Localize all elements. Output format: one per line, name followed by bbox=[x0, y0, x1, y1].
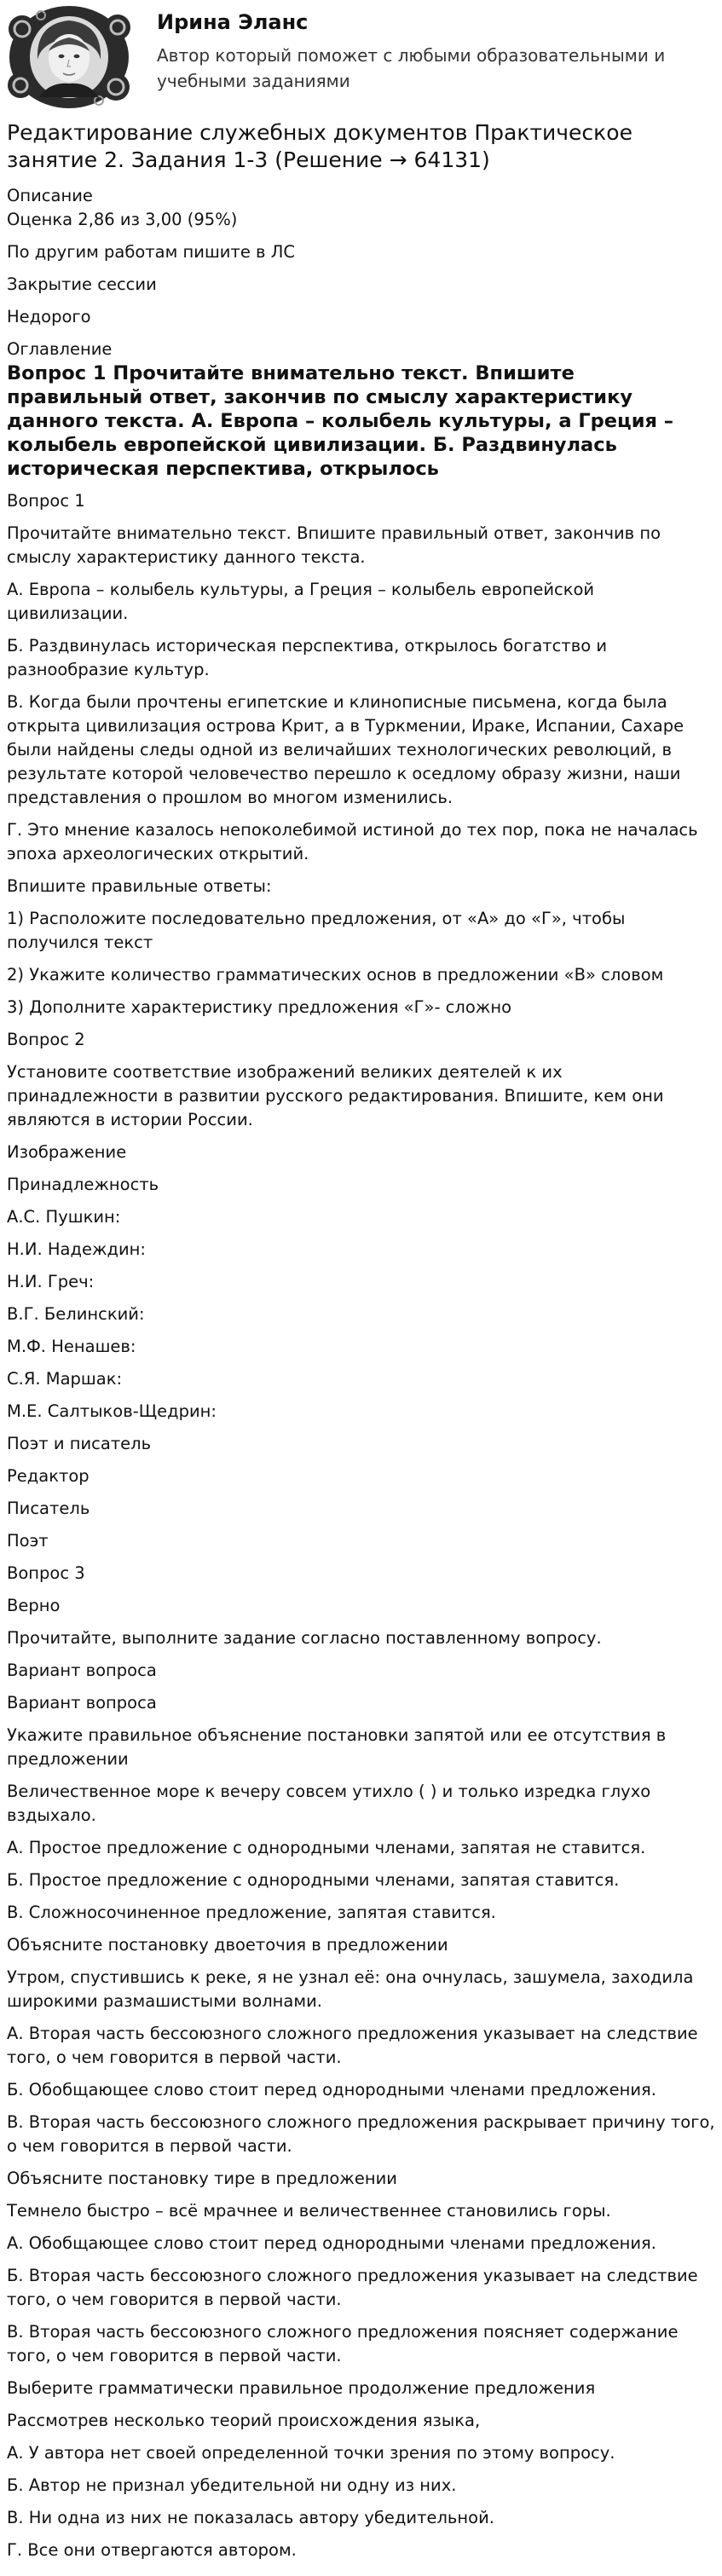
question-3-body bbox=[7, 1594, 715, 2562]
intro-line: Недорого bbox=[7, 307, 91, 326]
paragraph: А. Простое предложение с однородными членами, запятая не ставится. bbox=[7, 1838, 646, 1857]
paragraph: Верно bbox=[7, 1596, 61, 1615]
grade-text: Оценка 2,86 из 3,00 (95%) bbox=[7, 210, 238, 229]
document-content bbox=[0, 119, 722, 2562]
paragraph: В. Когда были прочтены египетские и клинописные письмена, когда была открыта цивилизация острова Крит, а в Туркмении, Ираке, Испании, Сахаре были найдены следы одной из величайших технологических революций, в результате которой человечество перешло к оседлому образу жизни, наши представления о прошлом во многом изменились. bbox=[7, 692, 684, 807]
paragraph: Поэт bbox=[7, 1531, 49, 1551]
paragraph: С.Я. Маршак: bbox=[7, 1369, 123, 1389]
paragraph: Впишите правильные ответы: bbox=[7, 876, 272, 896]
paragraph: Принадлежность bbox=[7, 1175, 159, 1194]
paragraph: Изображение bbox=[7, 1142, 127, 1162]
paragraph: Прочитайте внимательно текст. Впишите правильный ответ, закончив по смыслу характеристику данного текста. bbox=[7, 523, 661, 567]
paragraph: Величественное море к вечеру совсем утихло ( ) и только изредка глухо вздыхало. bbox=[7, 1782, 651, 1825]
toc-heading: Вопрос 1 Прочитайте внимательно текст. Впишите правильный ответ, закончив по смыслу характеристику данного текста. А. Европа – колыбель культуры, а Греция – колыбель европейской цивилизации. Б. Раздвинулась историческая перспектива, открылось bbox=[7, 362, 674, 480]
paragraph: Рассмотрев несколько теорий происхождения языка, bbox=[7, 2411, 481, 2430]
question-label: Вопрос 2 bbox=[7, 1030, 85, 1049]
paragraph: А.С. Пушкин: bbox=[7, 1207, 121, 1227]
question-2-body bbox=[7, 1060, 715, 1553]
paragraph: М.Ф. Ненашев: bbox=[7, 1337, 136, 1356]
paragraph: 1) Расположите последовательно предложения, от «А» до «Г», чтобы получился текст bbox=[7, 909, 626, 952]
question-1-body bbox=[7, 522, 715, 1019]
paragraph: Г. Это мнение казалось непоколебимой истиной до тех пор, пока не началась эпоха археологических открытий. bbox=[7, 820, 698, 863]
paragraph: Утром, спустившись к реке, я не узнал её: она очнулась, зашумела, заходила широкими размашистыми волнами. bbox=[7, 1967, 694, 2011]
paragraph: Темнело быстро – всё мрачнее и величественнее становились горы. bbox=[7, 2201, 611, 2221]
document-title: Редактирование служебных документов Практическое занятие 2. Задания 1-3 (Решение → 64131) bbox=[7, 120, 632, 172]
paragraph: 2) Укажите количество грамматических основ в предложении «В» словом bbox=[7, 965, 664, 985]
paragraph: М.Е. Салтыков-Щедрин: bbox=[7, 1401, 217, 1421]
paragraph: В. Сложносочиненное предложение, запятая ставится. bbox=[7, 1903, 496, 1922]
paragraph: Б. Вторая часть бессоюзного сложного предложения указывает на следствие того, о чем говорится в первой части. bbox=[7, 2266, 698, 2309]
paragraph: Н.И. Надеждин: bbox=[7, 1239, 146, 1259]
paragraph: Прочитайте, выполните задание согласно поставленному вопросу. bbox=[7, 1628, 602, 1648]
paragraph: Вариант вопроса bbox=[7, 1693, 157, 1713]
paragraph: А. Европа – колыбель культуры, а Греция – колыбель европейской цивилизации. bbox=[7, 580, 595, 623]
paragraph: А. Вторая часть бессоюзного сложного предложения указывает на следствие того, о чем говорится в первой части. bbox=[7, 2024, 698, 2067]
paragraph: Объясните постановку двоеточия в предложении bbox=[7, 1935, 448, 1955]
paragraph: В. Вторая часть бессоюзного сложного предложения поясняет содержание того, о чем говорится в первой части. bbox=[7, 2322, 679, 2365]
paragraph: В. Ни одна из них не показалась автору убедительной. bbox=[7, 2508, 494, 2527]
portrait-photo-icon bbox=[7, 3, 131, 111]
intro-line: Закрытие сессии bbox=[7, 274, 157, 294]
author-header bbox=[0, 0, 722, 119]
toc-label: Оглавление bbox=[7, 339, 113, 359]
paragraph: 3) Дополните характеристику предложения «Г»- сложно bbox=[7, 997, 512, 1017]
paragraph: Б. Простое предложение с однородными членами, запятая ставится. bbox=[7, 1870, 620, 1890]
description-label: Описание bbox=[7, 186, 93, 205]
author-name: Ирина Эланс bbox=[157, 10, 309, 34]
paragraph: Редактор bbox=[7, 1466, 90, 1486]
question-label: Вопрос 1 bbox=[7, 491, 85, 511]
paragraph: Выберите грамматически правильное продолжение предложения bbox=[7, 2378, 596, 2398]
paragraph: Установите соответствие изображений великих деятелей к их принадлежности в развитии русского редактирования. Впишите, кем они являются в истории России. bbox=[7, 1062, 664, 1129]
paragraph: Укажите правильное объяснение постановки запятой или ее отсутствия в предложении bbox=[7, 1725, 667, 1769]
paragraph: В. Вторая часть бессоюзного сложного предложения раскрывает причину того, о чем говорится в первой части. bbox=[7, 2112, 715, 2156]
paragraph: Б. Автор не признал убедительной ни одну из них. bbox=[7, 2475, 457, 2495]
paragraph: В.Г. Белинский: bbox=[7, 1304, 145, 1324]
paragraph: Б. Раздвинулась историческая перспектива, открылось богатство и разнообразие культур. bbox=[7, 636, 608, 679]
paragraph: А. У автора нет своей определенной точки зрения по этому вопросу. bbox=[7, 2443, 615, 2463]
paragraph: Объясните постановку тире в предложении bbox=[7, 2169, 397, 2188]
paragraph: Н.И. Греч: bbox=[7, 1272, 95, 1291]
paragraph: Г. Все они отвергаются автором. bbox=[7, 2540, 297, 2560]
intro-line: По другим работам пишите в ЛС bbox=[7, 242, 295, 262]
paragraph: Писатель bbox=[7, 1499, 90, 1518]
paragraph: А. Обобщающее слово стоит перед однородными членами предложения. bbox=[7, 2233, 656, 2253]
paragraph: Поэт и писатель bbox=[7, 1434, 152, 1453]
paragraph: Вариант вопроса bbox=[7, 1661, 157, 1680]
author-description: Автор который поможет с любыми образовательными и учебными заданиями bbox=[157, 45, 666, 91]
question-label: Вопрос 3 bbox=[7, 1563, 85, 1583]
paragraph: Б. Обобщающее слово стоит перед однородными членами предложения. bbox=[7, 2080, 656, 2099]
